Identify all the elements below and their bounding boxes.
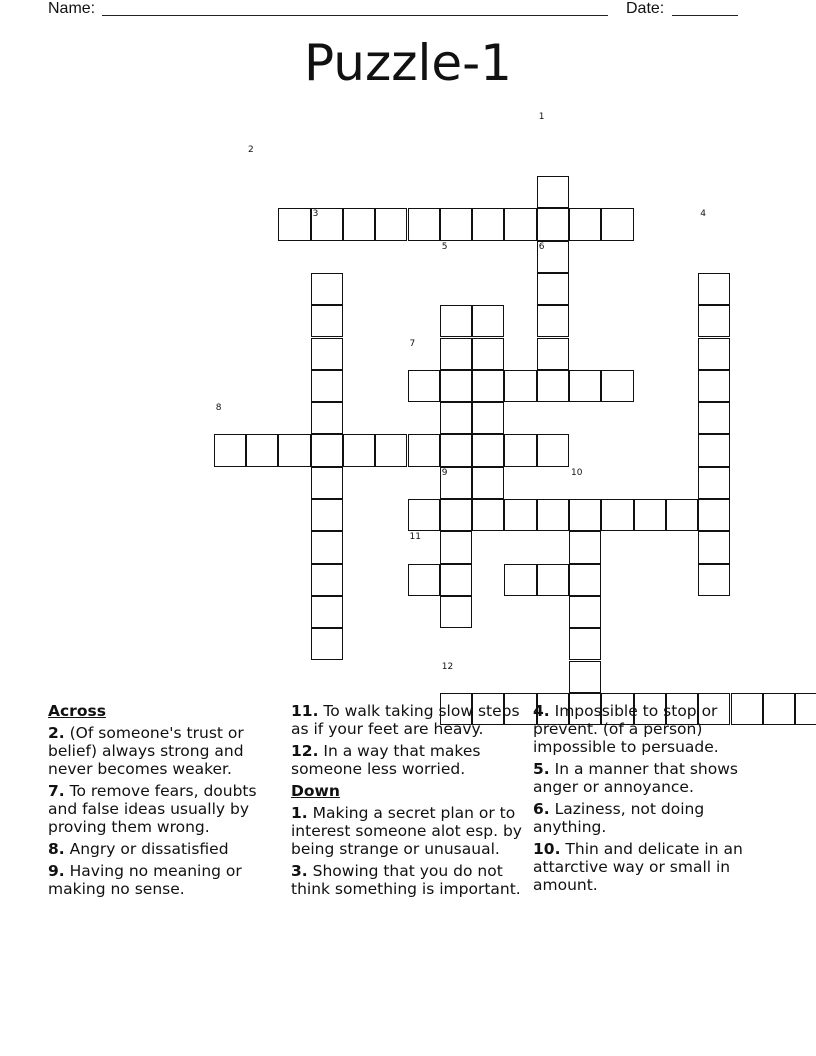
grid-cell[interactable] xyxy=(408,370,440,402)
clue-number: 6. xyxy=(533,800,550,818)
name-label: Name: xyxy=(48,0,96,17)
grid-cell[interactable] xyxy=(343,434,375,466)
clue-number: 2. xyxy=(48,724,65,742)
clues-column-3 xyxy=(533,702,773,898)
clue-across-2 xyxy=(48,724,268,778)
grid-cell[interactable] xyxy=(537,208,569,240)
grid-cell[interactable] xyxy=(440,402,472,434)
grid-cell[interactable] xyxy=(698,305,730,337)
grid-cell[interactable] xyxy=(375,434,407,466)
clue-number: 12. xyxy=(291,742,319,760)
grid-cell[interactable] xyxy=(504,208,536,240)
clue-down-5 xyxy=(533,760,773,796)
grid-cell[interactable] xyxy=(440,531,472,563)
grid-cell[interactable] xyxy=(698,273,730,305)
grid-cell[interactable] xyxy=(569,596,601,628)
grid-cell[interactable] xyxy=(472,370,504,402)
clue-text: In a way that makes someone less worried. xyxy=(291,742,481,778)
clue-number: 3. xyxy=(291,862,308,880)
clue-number-label: 5 xyxy=(441,241,448,252)
grid-cell[interactable] xyxy=(537,499,569,531)
grid-cell[interactable] xyxy=(440,208,472,240)
grid-cell[interactable] xyxy=(246,434,278,466)
grid-cell[interactable] xyxy=(537,176,569,208)
clue-text: Thin and delicate in an attarctive way or small in amount. xyxy=(533,840,743,894)
grid-cell[interactable] xyxy=(569,370,601,402)
down-heading: Down xyxy=(291,782,340,800)
grid-cell[interactable] xyxy=(601,370,633,402)
grid-cell[interactable] xyxy=(601,499,633,531)
grid-cell[interactable] xyxy=(311,305,343,337)
grid-cell[interactable] xyxy=(569,208,601,240)
grid-cell[interactable] xyxy=(472,467,504,499)
clue-text: Having no meaning or making no sense. xyxy=(48,862,242,898)
clue-number-label: 1 xyxy=(538,112,545,123)
clue-text: Showing that you do not think something is important. xyxy=(291,862,521,898)
grid-cell[interactable] xyxy=(698,531,730,563)
clue-number: 4. xyxy=(533,702,550,720)
clue-number: 9. xyxy=(48,862,65,880)
grid-cell[interactable] xyxy=(537,564,569,596)
clue-down-3 xyxy=(291,862,523,898)
clue-text: To remove fears, doubts and false ideas usually by proving them wrong. xyxy=(48,782,257,836)
clue-text: Laziness, not doing anything. xyxy=(533,800,705,836)
grid-cell[interactable] xyxy=(537,370,569,402)
clue-text: (Of someone's trust or belief) always strong and never becomes weaker. xyxy=(48,724,244,778)
grid-cell[interactable] xyxy=(311,338,343,370)
grid-cell[interactable] xyxy=(698,467,730,499)
grid-cell[interactable] xyxy=(795,693,816,725)
clue-across-12 xyxy=(291,742,523,778)
grid-cell[interactable] xyxy=(440,338,472,370)
grid-cell[interactable] xyxy=(408,208,440,240)
grid-cell[interactable] xyxy=(311,531,343,563)
grid-cell[interactable] xyxy=(311,564,343,596)
clue-across-7 xyxy=(48,782,268,836)
grid-cell[interactable] xyxy=(537,305,569,337)
grid-cell[interactable] xyxy=(343,208,375,240)
grid-cell[interactable] xyxy=(634,499,666,531)
grid-cell[interactable] xyxy=(311,273,343,305)
grid-cell[interactable] xyxy=(504,370,536,402)
clue-number: 5. xyxy=(533,760,550,778)
clue-number-label: 4 xyxy=(700,209,706,220)
clue-text: To walk taking slow steps as if your feet are heavy. xyxy=(291,702,520,738)
clue-number-label: 11 xyxy=(409,532,421,543)
grid-cell[interactable] xyxy=(311,370,343,402)
clue-number-label: 2 xyxy=(248,144,254,155)
grid-cell[interactable] xyxy=(311,434,343,466)
clue-across-8 xyxy=(48,840,268,858)
clue-across-9 xyxy=(48,862,268,898)
clue-number: 11. xyxy=(291,702,319,720)
grid-cell[interactable] xyxy=(408,499,440,531)
clues-column-2 xyxy=(291,702,523,902)
grid-cell[interactable] xyxy=(375,208,407,240)
grid-cell[interactable] xyxy=(698,338,730,370)
grid-cell[interactable] xyxy=(537,273,569,305)
across-heading: Across xyxy=(48,702,106,720)
grid-cell[interactable] xyxy=(666,499,698,531)
clue-number-label: 10 xyxy=(571,467,583,478)
grid-cell[interactable] xyxy=(601,208,633,240)
clue-number: 10. xyxy=(533,840,561,858)
date-label: Date: xyxy=(626,0,665,17)
grid-cell[interactable] xyxy=(472,402,504,434)
clue-down-10 xyxy=(533,840,773,894)
clue-text: Angry or dissatisfied xyxy=(69,840,229,858)
grid-cell[interactable] xyxy=(311,402,343,434)
grid-cell[interactable] xyxy=(472,338,504,370)
grid-cell[interactable] xyxy=(569,628,601,660)
clue-down-4 xyxy=(533,702,773,756)
clue-down-6 xyxy=(533,800,773,836)
clue-number: 1. xyxy=(291,804,308,822)
grid-cell[interactable] xyxy=(440,596,472,628)
clue-down-1 xyxy=(291,804,523,858)
grid-cell[interactable] xyxy=(698,564,730,596)
clue-text: Making a secret plan or to interest someone alot esp. by being strange or unusaual. xyxy=(291,804,522,858)
grid-cell[interactable] xyxy=(504,564,536,596)
clue-number-label: 7 xyxy=(409,338,416,349)
grid-cell[interactable] xyxy=(440,564,472,596)
clue-number: 8. xyxy=(48,840,65,858)
grid-cell[interactable] xyxy=(440,305,472,337)
grid-cell[interactable] xyxy=(569,661,601,693)
clue-number-label: 3 xyxy=(312,209,319,220)
grid-cell[interactable] xyxy=(440,434,472,466)
grid-cell[interactable] xyxy=(311,467,343,499)
grid-cell[interactable] xyxy=(472,305,504,337)
puzzle-title: Puzzle-1 xyxy=(304,34,512,92)
grid-cell[interactable] xyxy=(440,499,472,531)
grid-cell[interactable] xyxy=(311,628,343,660)
grid-cell[interactable] xyxy=(698,499,730,531)
grid-cell[interactable] xyxy=(440,370,472,402)
grid-cell[interactable] xyxy=(698,370,730,402)
grid-cell[interactable] xyxy=(472,208,504,240)
clues-column-1 xyxy=(48,702,268,902)
clue-number-label: 9 xyxy=(441,467,448,478)
grid-cell[interactable] xyxy=(278,208,310,240)
grid-cell[interactable] xyxy=(472,434,504,466)
clue-number-label: 12 xyxy=(441,661,454,672)
grid-cell[interactable] xyxy=(569,564,601,596)
clue-number-label: 6 xyxy=(538,241,545,252)
grid-cell[interactable] xyxy=(537,338,569,370)
grid-cell[interactable] xyxy=(408,434,440,466)
grid-cell[interactable] xyxy=(214,434,246,466)
grid-cell[interactable] xyxy=(537,434,569,466)
clue-text: In a manner that shows anger or annoyance. xyxy=(533,760,738,796)
grid-cell[interactable] xyxy=(698,402,730,434)
grid-cell[interactable] xyxy=(504,499,536,531)
clue-across-11 xyxy=(291,702,523,738)
clue-number-label: 8 xyxy=(215,403,222,414)
grid-cell[interactable] xyxy=(569,531,601,563)
grid-cell[interactable] xyxy=(569,499,601,531)
clue-number: 7. xyxy=(48,782,65,800)
grid-cell[interactable] xyxy=(311,596,343,628)
grid-cell[interactable] xyxy=(472,499,504,531)
grid-cell[interactable] xyxy=(408,564,440,596)
grid-cell[interactable] xyxy=(504,434,536,466)
grid-cell[interactable] xyxy=(311,499,343,531)
grid-cell[interactable] xyxy=(698,434,730,466)
clue-text: Impossible to stop or prevent. (of a person) impossible to persuade. xyxy=(533,702,719,756)
grid-cell[interactable] xyxy=(278,434,310,466)
